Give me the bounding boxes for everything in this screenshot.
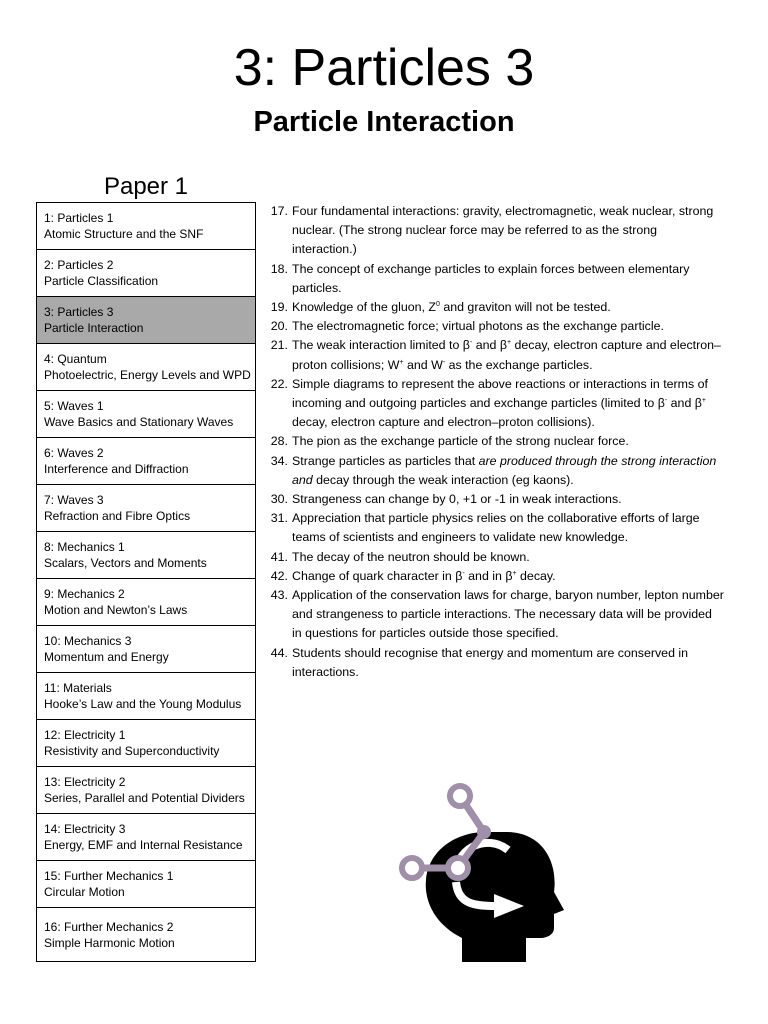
- nav-item-subtitle: Circular Motion: [44, 884, 125, 899]
- spec-list: [262, 202, 724, 682]
- spec-item-22: [262, 375, 724, 433]
- spec-number: 34.: [270, 453, 288, 468]
- spec-text-c: decay.: [516, 568, 556, 583]
- nav-item-further-mechanics-1[interactable]: [37, 861, 255, 908]
- spec-item-43: [262, 586, 724, 644]
- spec-number: 20.: [270, 319, 288, 334]
- nav-item-subtitle: Resistivity and Superconductivity: [44, 743, 220, 758]
- node-left: [402, 858, 422, 878]
- spec-text-b: and in β: [464, 568, 513, 583]
- spec-text: Strangeness can change by 0, +1 or -1 in weak interactions.: [292, 492, 622, 507]
- spec-number: 42.: [270, 568, 288, 583]
- superscript: +: [399, 358, 404, 366]
- spec-item-28: [262, 432, 724, 451]
- nav-item-waves-3[interactable]: [37, 485, 255, 532]
- spec-text-c: decay, electron capture and electron–proton collisions).: [292, 415, 595, 430]
- nav-item-subtitle: Energy, EMF and Internal Resistance: [44, 837, 243, 852]
- spec-item-34: [262, 452, 724, 490]
- superscript: +: [512, 569, 517, 577]
- spec-text-a: The weak interaction limited to β: [292, 338, 470, 353]
- nav-item-subtitle: Momentum and Energy: [44, 649, 169, 664]
- spec-text-emphasis: are produced through the strong interaction and: [292, 453, 717, 487]
- spec-text-b: and graviton will not be tested.: [439, 300, 611, 315]
- nav-item-subtitle: Interference and Diffraction: [44, 461, 189, 476]
- nav-item-title: 6: Waves 2: [44, 446, 104, 460]
- nav-item-title: 9: Mechanics 2: [44, 587, 125, 601]
- nav-item-subtitle: Simple Harmonic Motion: [44, 935, 175, 950]
- spec-number: 44.: [270, 645, 288, 660]
- nav-item-particles-1[interactable]: [37, 203, 255, 250]
- spec-text: The electromagnetic force; virtual photons as the exchange particle.: [292, 319, 664, 334]
- nav-item-subtitle: Wave Basics and Stationary Waves: [44, 414, 234, 429]
- spec-text-a: Simple diagrams to represent the above reactions or interactions in terms of incoming and outgoing particles and exchange particles (limited to β: [292, 376, 708, 411]
- nav-item-title: 13: Electricity 2: [44, 775, 126, 789]
- spec-item-30: [262, 490, 724, 509]
- node-top: [450, 786, 470, 806]
- nav-item-title: 2: Particles 2: [44, 258, 114, 272]
- nav-item-subtitle: Photoelectric, Energy Levels and WPD: [44, 367, 251, 382]
- spec-text-a: Strange particles as particles that: [292, 453, 479, 468]
- spec-text-c: decay, electron capture and electron–proton collisions; W: [292, 338, 721, 372]
- topic-nav: [36, 202, 256, 962]
- spec-item-19: [262, 298, 724, 317]
- superscript: -: [442, 358, 446, 366]
- nav-item-subtitle: Hooke’s Law and the Young Modulus: [44, 696, 242, 711]
- nav-item-subtitle: Motion and Newton’s Laws: [44, 602, 188, 617]
- paper-label: Paper 1: [103, 173, 189, 200]
- spec-text-a: Knowledge of the gluon, Z: [292, 300, 436, 315]
- spec-number: 21.: [270, 338, 288, 353]
- spec-text: The concept of exchange particles to explain forces between elementary particles.: [292, 261, 690, 295]
- nav-item-title: 5: Waves 1: [44, 399, 104, 413]
- nav-item-quantum[interactable]: [37, 344, 255, 391]
- nav-item-particles-3[interactable]: [37, 297, 255, 344]
- page-subtitle: Particle Interaction: [253, 106, 515, 138]
- spec-item-42: [262, 567, 724, 586]
- spec-text-a: Change of quark character in β: [292, 568, 463, 583]
- nav-item-subtitle: Scalars, Vectors and Moments: [44, 555, 207, 570]
- spec-text-e: as the exchange particles.: [445, 357, 593, 372]
- spec-item-31: [262, 509, 724, 547]
- nav-item-mechanics-3[interactable]: [37, 626, 255, 673]
- nav-item-title: 11: Materials: [44, 681, 112, 695]
- nav-item-title: 7: Waves 3: [44, 493, 104, 507]
- spec-number: 43.: [270, 588, 288, 603]
- spec-text-b: decay through the weak interaction (eg kaons).: [312, 472, 574, 487]
- nav-item-electricity-3[interactable]: [37, 814, 255, 861]
- spec-number: 22.: [270, 376, 288, 391]
- spec-item-20: [262, 317, 724, 336]
- spec-item-21: [262, 336, 724, 374]
- page-title: 3: Particles 3: [233, 39, 535, 97]
- nav-item-subtitle: Series, Parallel and Potential Dividers: [44, 790, 245, 805]
- nav-item-subtitle: Atomic Structure and the SNF: [44, 226, 204, 241]
- node-inner: [448, 858, 468, 878]
- spec-number: 17.: [270, 204, 288, 218]
- spec-item-44: [262, 644, 724, 682]
- spec-text: Application of the conservation laws for charge, baryon number, lepton number and strangeness to particle interactions. The necessary data will be provided in questions for particles outside those specified.: [292, 588, 724, 641]
- nav-item-title: 4: Quantum: [44, 352, 107, 366]
- node-middle: [477, 825, 491, 839]
- nav-item-title: 15: Further Mechanics 1: [44, 869, 174, 883]
- spec-text: The decay of the neutron should be known.: [292, 549, 530, 564]
- spec-text: Four fundamental interactions: gravity, electromagnetic, weak nuclear, strong nuclear. (The strong nuclear force may be referred to as the strong interaction.): [292, 204, 714, 257]
- superscript: +: [506, 339, 512, 347]
- spec-number: 19.: [270, 300, 288, 315]
- spec-item-41: [262, 548, 724, 567]
- spec-text: Students should recognise that energy and momentum are conserved in interactions.: [292, 645, 689, 679]
- spec-text: Appreciation that particle physics relies on the collaborative efforts of large teams of scientists and engineers to validate new knowledge.: [292, 511, 700, 545]
- nav-item-title: 16: Further Mechanics 2: [44, 920, 174, 934]
- superscript: -: [469, 339, 473, 347]
- nav-item-electricity-1[interactable]: [37, 720, 255, 767]
- superscript: -: [664, 397, 668, 405]
- spec-item-18: [262, 260, 724, 298]
- spec-number: 18.: [270, 261, 288, 276]
- spec-text-b: and β: [472, 338, 507, 353]
- nav-item-waves-2[interactable]: [37, 438, 255, 485]
- nav-item-materials[interactable]: [37, 673, 255, 720]
- superscript: +: [701, 397, 706, 405]
- nav-item-subtitle: Particle Interaction: [44, 320, 144, 335]
- superscript: 0: [435, 301, 440, 309]
- nav-item-title: 8: Mechanics 1: [44, 540, 125, 554]
- spec-number: 31.: [270, 511, 288, 526]
- spec-item-17: [262, 202, 724, 260]
- spec-text: The pion as the exchange particle of the strong nuclear force.: [292, 434, 629, 449]
- spec-number: 41.: [270, 549, 288, 564]
- nav-item-further-mechanics-2[interactable]: [37, 908, 255, 961]
- nav-item-title: 12: Electricity 1: [44, 728, 126, 742]
- superscript: -: [462, 569, 465, 577]
- spec-text-d: and W: [403, 357, 443, 372]
- nav-item-title: 3: Particles 3: [44, 305, 114, 319]
- nav-item-subtitle: Particle Classification: [44, 273, 159, 288]
- nav-item-particles-2[interactable]: [37, 250, 255, 297]
- head-with-nodes-icon: [398, 782, 566, 962]
- nav-item-title: 14: Electricity 3: [44, 822, 126, 836]
- nav-item-title: 10: Mechanics 3: [44, 634, 132, 648]
- spec-number: 30.: [270, 492, 288, 507]
- nav-item-waves-1[interactable]: [37, 391, 255, 438]
- spec-number: 28.: [270, 434, 288, 449]
- nav-item-title: 1: Particles 1: [44, 211, 114, 225]
- nav-item-mechanics-1[interactable]: [37, 532, 255, 579]
- spec-text-b: and β: [667, 396, 702, 411]
- nav-item-electricity-2[interactable]: [37, 767, 255, 814]
- nav-item-subtitle: Refraction and Fibre Optics: [44, 508, 191, 523]
- nav-item-mechanics-2[interactable]: [37, 579, 255, 626]
